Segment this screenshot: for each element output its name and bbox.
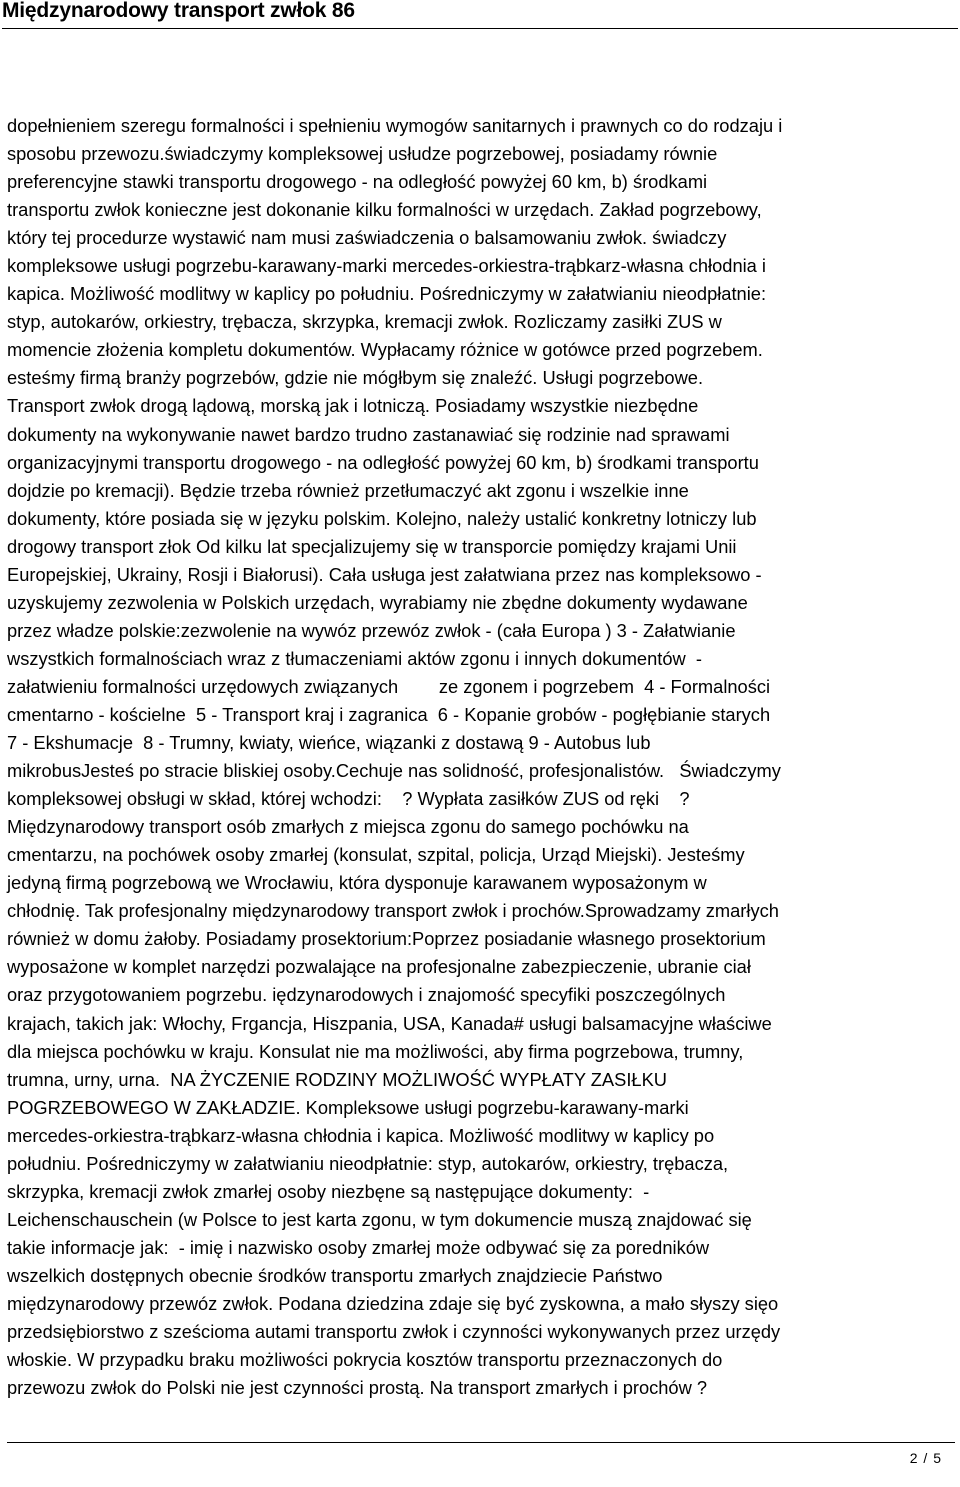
text-line: kompleksowej obsługi w skład, której wchodzi: ? Wypłata zasiłków ZUS od ręki ?: [7, 788, 690, 810]
text-line: Leichenschauschein (w Polsce to jest karta zgonu, w tym dokumencie muszą znajdować się: [7, 1208, 752, 1230]
text-line: POGRZEBOWEGO W ZAKŁADZIE. Kompleksowe usługi pogrzebu-karawany-marki: [7, 1096, 689, 1118]
text-line: drogowy transport złok Od kilku lat specjalizujemy się w transporcie pomiędzy krajami Unii: [7, 535, 737, 557]
text-line: południu. Pośredniczymy w załatwianiu nieodpłatnie: styp, autokarów, orkiestry, trębacza,: [7, 1152, 729, 1174]
text-line: uzyskujemy zezwolenia w Polskich urzędach, wyrabiamy nie zbędne dokumenty wydawane: [7, 591, 748, 613]
article-body: [7, 112, 957, 1402]
text-line: jedyną firmą pogrzebową we Wrocławiu, która dysponuje karawanem wyposażonym w: [7, 872, 707, 894]
text-line: krajach, takich jak: Włochy, Frgancja, Hiszpania, USA, Kanada# usługi balsamacyjne właściwe: [7, 1012, 772, 1034]
text-line: chłodnię. Tak profesjonalny międzynarodowy transport zwłok i prochów.Sprowadzamy zmarłych: [7, 900, 779, 922]
header-divider: [2, 28, 958, 29]
text-line: kapica. Możliwość modlitwy w kaplicy po południu. Pośredniczymy w załatwianiu nieodpłatnie:: [7, 283, 767, 305]
text-line: Europejskiej, Ukrainy, Rosji i Białorusi). Cała usługa jest załatwiana przez nas kompleksowo -: [7, 563, 762, 585]
text-line: przewozu zwłok do Polski nie jest czynności prostą. Na transport zmarłych i prochów ?: [7, 1377, 708, 1399]
text-line: również w domu żałoby. Posiadamy prosektorium:Poprzez posiadanie własnego prosektorium: [7, 928, 766, 950]
text-line: dokumenty, które posiada się w języku polskim. Kolejno, należy ustalić konkretny lotniczy lub: [7, 507, 757, 529]
text-line: momencie złożenia kompletu dokumentów. Wypłacamy różnice w gotówce przed pogrzebem.: [7, 339, 763, 361]
text-line: skrzypka, kremacji zwłok zmarłej osoby niezbęne są następujące dokumenty: -: [7, 1180, 650, 1202]
text-line: mikrobusJesteś po stracie bliskiej osoby.Cechuje nas solidność, profesjonalistów. Świadczymy: [7, 760, 781, 782]
text-line: takie informacje jak: - imię i nazwisko osoby zmarłej może odbywać się za poredników: [7, 1236, 710, 1258]
text-line: esteśmy firmą branży pogrzebów, gdzie nie mógłbym się znaleźć. Usługi pogrzebowe.: [7, 367, 704, 389]
text-line: międzynarodowy przewóz zwłok. Podana dziedzina zdaje się być zyskowna, a mało słyszy sięo: [7, 1292, 779, 1314]
text-line: preferencyjne stawki transportu drogowego - na odległość powyżej 60 km, b) środkami: [7, 171, 708, 193]
text-line: trumna, urny, urna. NA ŻYCZENIE RODZINY MOŻLIWOŚĆ WYPŁATY ZASIŁKU: [7, 1068, 667, 1090]
footer-divider: [7, 1442, 955, 1443]
text-line: oraz przygotowaniem pogrzebu. iędzynarodowych i znajomość specyfiki poszczególnych: [7, 984, 726, 1006]
text-line: przez władze polskie:zezwolenie na wywóz przewóz zwłok - (cała Europa ) 3 - Załatwianie: [7, 619, 736, 641]
text-line: który tej procedurze wystawić nam musi zaświadczenia o balsamowaniu zwłok. świadczy: [7, 227, 727, 249]
page-title: Międzynarodowy transport zwłok 86: [2, 0, 355, 22]
text-line: wszystkich formalnościach wraz z tłumaczeniami aktów zgonu i innych dokumentów -: [7, 647, 702, 669]
text-line: cmentarzu, na pochówek osoby zmarłej (konsulat, szpital, policja, Urząd Miejski). Jesteśmy: [7, 844, 745, 866]
text-line: dokumenty na wykonywanie nawet bardzo trudno zastanawiać się rodzinie nad sprawami: [7, 423, 730, 445]
text-line: wszelkich dostępnych obecnie środków transportu zmarłych znajdziecie Państwo: [7, 1264, 663, 1286]
text-line: mercedes-orkiestra-trąbkarz-własna chłodnia i kapica. Możliwość modlitwy w kaplicy po: [7, 1124, 715, 1146]
page-number: 2 / 5: [909, 1450, 942, 1466]
text-line: cmentarno - kościelne 5 - Transport kraj i zagranica 6 - Kopanie grobów - pogłębianie starych: [7, 703, 771, 725]
text-line: kompleksowe usługi pogrzebu-karawany-marki mercedes-orkiestra-trąbkarz-własna chłodnia i: [7, 255, 766, 277]
text-line: Transport zwłok drogą lądową, morską jak i lotniczą. Posiadamy wszystkie niezbędne: [7, 395, 699, 417]
text-line: organizacyjnymi transportu drogowego - na odległość powyżej 60 km, b) środkami transportu: [7, 451, 759, 473]
text-line: przedsiębiorstwo z sześcioma autami transportu zwłok i czynności wykonywanych przez urzędy: [7, 1321, 781, 1343]
text-line: Międzynarodowy transport osób zmarłych z miejsca zgonu do samego pochówku na: [7, 816, 689, 838]
page-header: [0, 0, 960, 30]
text-line: sposobu przewozu.świadczymy kompleksowej usłudze pogrzebowej, posiadamy równie: [7, 143, 718, 165]
text-line: wyposażone w komplet narzędzi pozwalające na profesjonalne zabezpieczenie, ubranie ciał: [7, 956, 751, 978]
text-line: styp, autokarów, orkiestry, trębacza, skrzypka, kremacji zwłok. Rozliczamy zasiłki ZUS w: [7, 311, 722, 333]
text-line: transportu zwłok konieczne jest dokonanie kilku formalności w urzędach. Zakład pogrzebowy,: [7, 199, 762, 221]
text-line: dopełnieniem szeregu formalności i spełnieniu wymogów sanitarnych i prawnych co do rodzaju i: [7, 115, 783, 136]
text-line: włoskie. W przypadku braku możliwości pokrycia kosztów transportu przeznaczonych do: [7, 1349, 723, 1371]
text-line: dla miejsca pochówku w kraju. Konsulat nie ma możliwości, aby firma pogrzebowa, trumny,: [7, 1040, 744, 1062]
text-line: 7 - Ekshumacje 8 - Trumny, kwiaty, wieńce, wiązanki z dostawą 9 - Autobus lub: [7, 732, 651, 754]
text-line: dojdzie po kremacji). Będzie trzeba również przetłumaczyć akt zgonu i wszelkie inne: [7, 479, 689, 501]
text-line: załatwieniu formalności urzędowych związanych ze zgonem i pogrzebem 4 - Formalności: [7, 675, 771, 697]
